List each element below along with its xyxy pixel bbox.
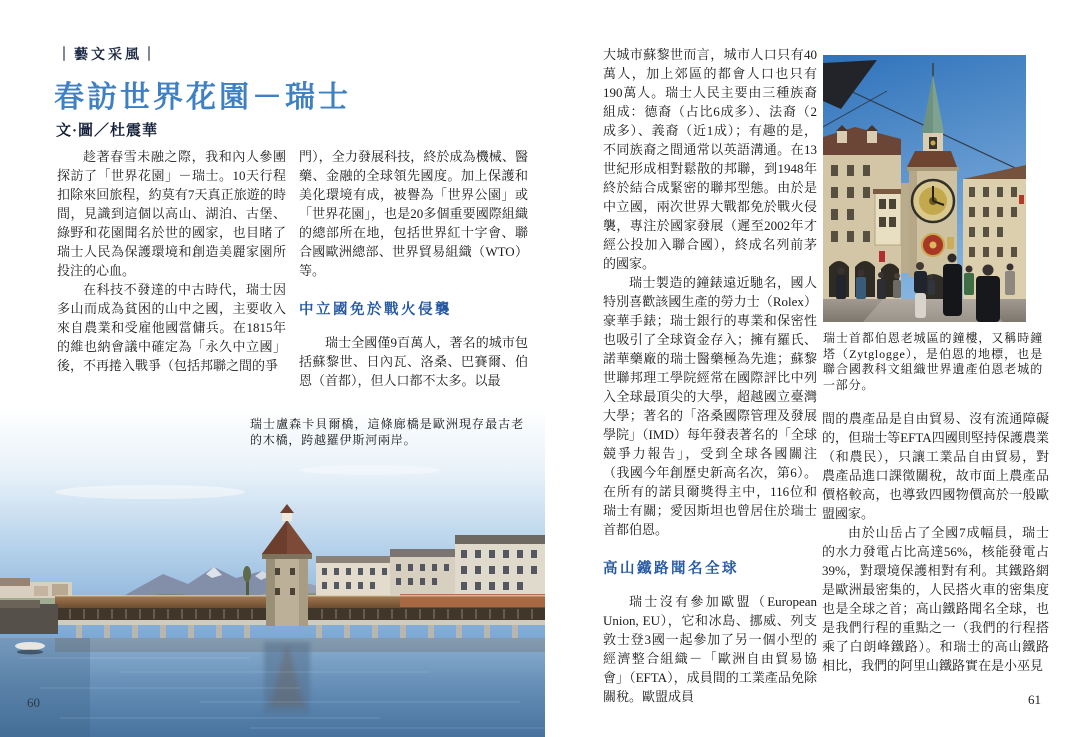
- photo-caption-lucerne: 瑞士盧森卡貝爾橋，這條廊橋是歐洲現存最古老的木橋，跨越羅伊斯河兩岸。: [250, 417, 524, 447]
- paragraph: 趁著春雪未融之際，我和內人參團探訪了「世界花園」－瑞士。10天行程扣除來回旅程，約莫有7天真正旅遊的時間，見識到這個以高山、湖泊、古堡、綠野和花園聞名於世的國家，也目睹了瑞士人民為保護環境和創造美麗家園所投注的心血。: [57, 149, 286, 278]
- right-column-2: [822, 409, 1049, 675]
- subheading-alpine-railway: 高山鐵路聞名全球: [603, 561, 739, 577]
- paragraph: 大城市蘇黎世而言，城市人口只有40萬人，加上郊區的都會人口也只有190萬人。瑞士人民主要由三種族裔組成：德裔（占比6成多）、法裔（2成多）、義裔（近1成）；有趣的是，不同族裔之間通常以英語溝通。在13世紀形成相對鬆散的邦聯，到1948年終於結合成緊密的聯邦型態。由於是中立國，兩次世界大戰都免於戰火侵襲，專注於國家發展（遲至2002年才經公投加入聯合國），終成名列前茅的國家。: [603, 47, 817, 271]
- lucerne-bridge-illustration: [0, 406, 545, 737]
- paragraph: 在科技不發達的中古時代，瑞士因多山而成為貧困的山中之國，主要收入來自農業和受雇他國當傭兵。在1815年的維也納會議中確定為「永久中立國」後，不再捲入戰爭（包括邦聯之間的爭: [57, 282, 286, 373]
- paragraph: 瑞士沒有參加歐盟（European Union, EU），它和冰島、挪威、列支敦士登3國一起參加了另一個小型的經濟整合組織－「歐洲自由貿易協會」（EFTA），成員間的工業產品免除關稅。歐盟成員: [603, 594, 817, 704]
- page-number-left: 60: [27, 695, 40, 710]
- photo-bern: [823, 55, 1026, 322]
- paragraph: 門），全力發展科技，終於成為機械、醫藥、金融的全球領先國度。加上保護和美化環境有成，被譽為「世界公園」或「世界花園」，也是20多個重要國際組織的總部所在地，包括世界紅十字會、聯合國歐洲總部、世界貿易組織（WTO）等。: [299, 149, 528, 278]
- section-label: ｜藝文采風｜: [57, 48, 159, 63]
- left-column-1: [57, 147, 286, 375]
- paragraph: 由於山岳占了全國7成幅員，瑞士的水力發電占比高達56%，核能發電占39%，對環境保護相對有利。其鐵路網是歐洲最密集的，人民搭火車的密集度也是全球之首；高山鐵路聞名全球，也是我們行程的重點之一（我們的行程搭乘了白朗峰鐵路）。和瑞士的高山鐵路相比，我們的阿里山鐵路實在是小巫見: [822, 525, 1049, 673]
- paragraph: 間的農產品是自由貿易、沒有流通障礙的，但瑞士等EFTA四國則堅持保護農業（和農民），只讓工業品自由貿易，對農產品進口課徵關稅，故市面上農產品價格較高，也導致四國物價高於一般歐盟國家。: [822, 411, 1049, 521]
- bern-zytglogge-illustration: [823, 55, 1026, 322]
- subheading-neutral-country: 中立國免於戰火侵襲: [299, 302, 452, 318]
- paragraph: 瑞士全國僅9百萬人，著名的城市包括蘇黎世、日內瓦、洛桑、巴賽爾、伯恩（首都），但人口都不太多。以最: [299, 335, 528, 388]
- left-column-2: [299, 147, 528, 390]
- paragraph: 瑞士製造的鐘錶遠近馳名，國人特別喜歡該國生產的勞力士（Rolex）豪華手錶；瑞士銀行的專業和保密性也吸引了全球資金存入；擁有羅氏、諾華藥廠的瑞士醫藥極為先進；蘇黎世聯邦理工學院經常在國際評比中列入全球最頂尖的大學，超越國立臺灣大學；著名的「洛桑國際管理及發展學院」（IMD）每年發表著名的「全球競爭力報告」，受到全球各國關注（我國今年創歷史新高名次，第6）。在所有的諾貝爾獎得主中，116位和瑞士有關；愛因斯坦也曾居住於瑞士首都伯恩。: [603, 275, 817, 537]
- byline: 文·圖／杜震華: [56, 123, 159, 139]
- page-number-right: 61: [1028, 692, 1041, 707]
- right-column-1: [603, 45, 817, 706]
- page-title: 春訪世界花園－瑞士: [54, 81, 351, 114]
- photo-caption-bern: 瑞士首都伯恩老城區的鐘樓，又稱時鐘塔（Zytglogge），是伯恩的地標，也是聯合國教科文組織世界遺產伯恩老城的一部分。: [823, 331, 1043, 392]
- photo-lucerne: [0, 406, 545, 737]
